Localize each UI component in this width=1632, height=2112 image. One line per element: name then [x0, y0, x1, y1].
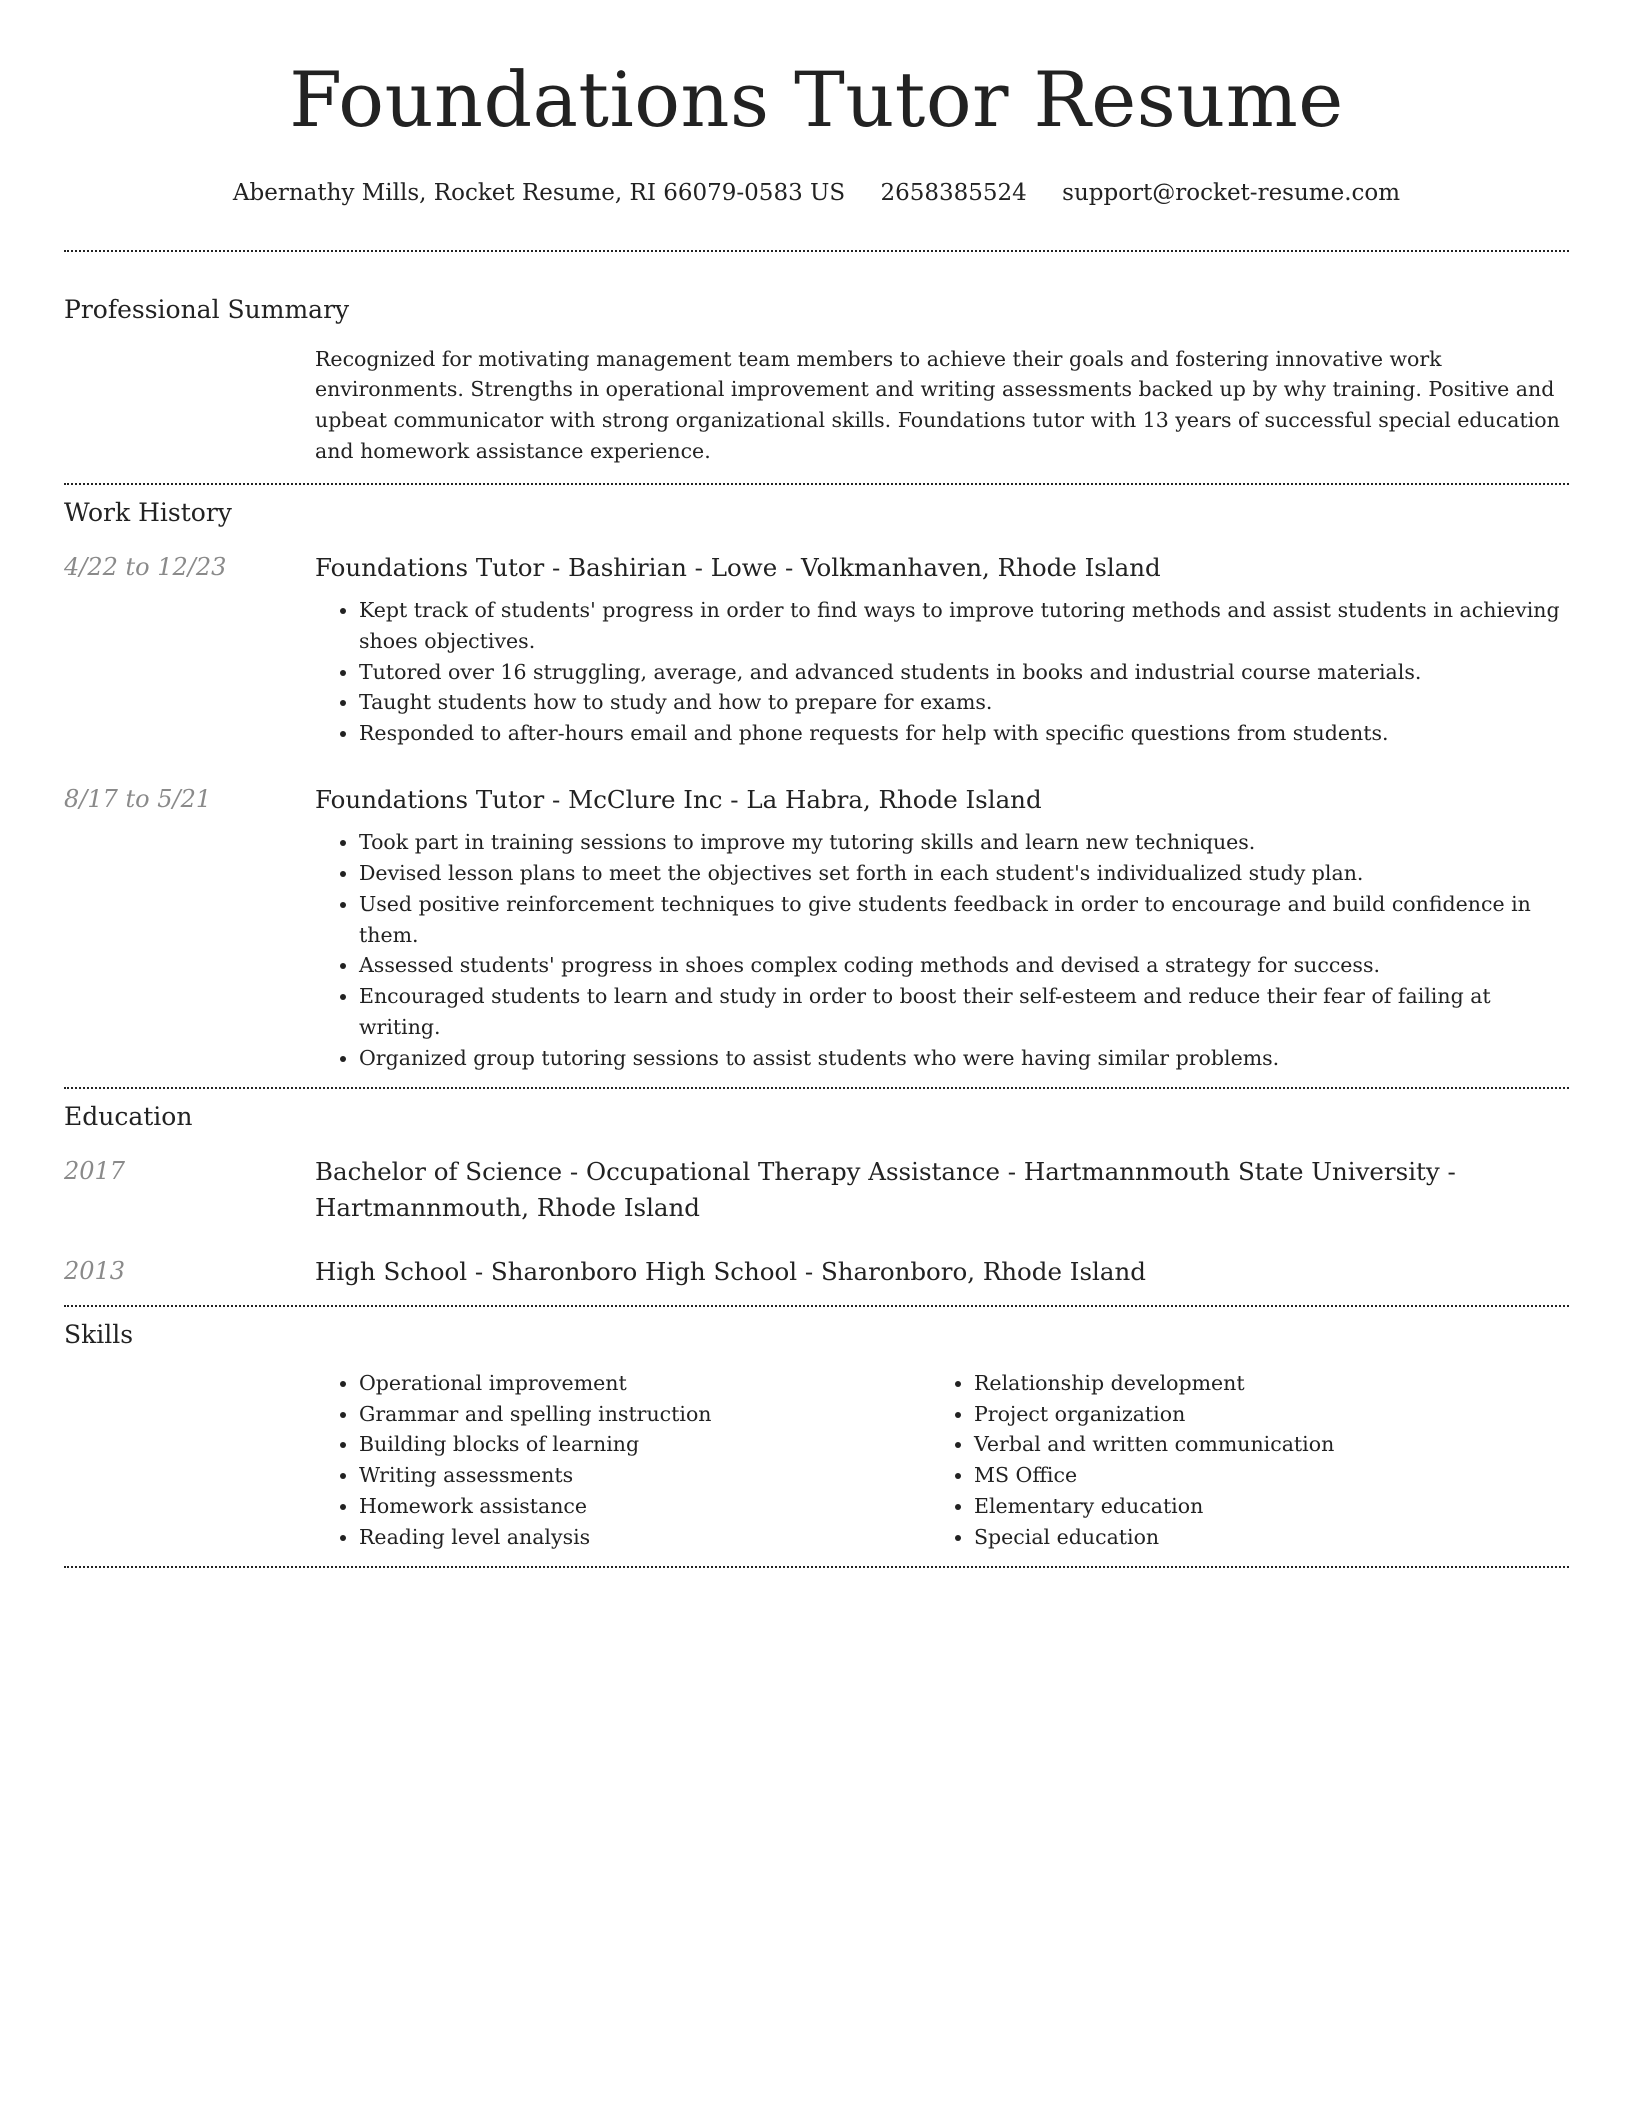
job-bullets	[315, 595, 1569, 749]
job-details: - Bashirian - Lowe - Volkmanhaven, Rhode Island	[544, 552, 1161, 582]
education-heading	[315, 1254, 1569, 1290]
job-role: Foundations Tutor	[315, 552, 545, 582]
contact-email: support@rocket-resume.com	[1062, 180, 1401, 206]
job-role: Foundations Tutor	[315, 784, 545, 814]
job-entry	[64, 782, 1569, 1074]
contact-address: Abernathy Mills, Rocket Resume, RI 66079-0583 US	[232, 180, 846, 206]
education-content	[315, 1154, 1569, 1225]
summary-text: Recognized for motivating management team members to achieve their goals and fostering innovative work environments. Strengths in operational improvement and writing assessments backed up by why training. Positive and upbeat communicator with strong organizational skills. Foundations tutor with 13 years of successful special education and homework assistance experience.	[315, 346, 1560, 463]
skills-list-right	[930, 1368, 1545, 1553]
skill-item: • Homework assistance	[359, 1491, 930, 1522]
skills-list-left	[315, 1368, 930, 1553]
education-degree: Bachelor of Science - Occupational Therapy Assistance	[315, 1157, 1000, 1187]
job-dates: 8/17 to 5/21	[64, 784, 212, 813]
skill-item: • Building blocks of learning	[359, 1429, 930, 1460]
skill-item: • Reading level analysis	[359, 1522, 930, 1553]
education-year: 2013	[64, 1257, 126, 1286]
resume-title: Foundations Tutor Resume	[289, 55, 1344, 144]
section-title-skills: Skills	[64, 1319, 134, 1349]
skill-item: • Elementary education	[974, 1491, 1545, 1522]
education-details: - Hartmannmouth State University - Hartmannmouth, Rhode Island	[315, 1157, 1456, 1222]
skills-columns	[315, 1368, 1569, 1553]
education-content	[315, 1254, 1569, 1290]
job-bullet: • Devised lesson plans to meet the objectives set forth in each student's individualized study plan.	[359, 858, 1569, 889]
job-bullets	[315, 827, 1569, 1073]
education-entry	[64, 1154, 1569, 1225]
job-bullet: • Organized group tutoring sessions to assist students who were having similar problems.	[359, 1043, 1569, 1074]
education-year: 2017	[64, 1157, 126, 1186]
contact-phone: 2658385524	[880, 180, 1027, 206]
job-bullet: • Used positive reinforcement techniques to give students feedback in order to encourage and build confidence in them.	[359, 889, 1569, 951]
skill-item: • Grammar and spelling instruction	[359, 1399, 930, 1430]
job-bullet: • Tutored over 16 struggling, average, and advanced students in books and industrial course materials.	[359, 657, 1569, 688]
skill-item: • Writing assessments	[359, 1460, 930, 1491]
section-title-education: Education	[64, 1102, 193, 1132]
job-bullet: • Responded to after-hours email and phone requests for help with specific questions from students.	[359, 718, 1569, 749]
job-bullet: • Kept track of students' progress in order to find ways to improve tutoring methods and assist students in achieving shoes objectives.	[359, 595, 1569, 657]
education-degree: High School	[315, 1257, 468, 1287]
resume-page	[64, 0, 1569, 1568]
job-bullet: • Encouraged students to learn and study in order to boost their self-esteem and reduce their fear of failing at writing.	[359, 981, 1569, 1043]
job-dates: 4/22 to 12/23	[64, 552, 227, 581]
education-details: - Sharonboro High School - Sharonboro, Rhode Island	[467, 1257, 1146, 1287]
skill-item: • MS Office	[974, 1460, 1545, 1491]
job-bullet: • Assessed students' progress in shoes complex coding methods and devised a strategy for success.	[359, 950, 1569, 981]
job-content	[315, 550, 1569, 749]
skill-item: • Operational improvement	[359, 1368, 930, 1399]
education-heading	[315, 1154, 1569, 1225]
skills-content	[315, 1368, 1569, 1553]
skill-item: • Project organization	[974, 1399, 1545, 1430]
skill-item: • Verbal and written communication	[974, 1429, 1545, 1460]
divider-work	[64, 1087, 1569, 1089]
contact-line	[64, 180, 1569, 208]
job-bullet: • Taught students how to study and how to prepare for exams.	[359, 687, 1569, 718]
skill-item: • Special education	[974, 1522, 1545, 1553]
summary-row	[64, 344, 1569, 467]
job-entry	[64, 550, 1569, 749]
skills-row	[64, 1368, 1569, 1553]
job-heading	[315, 782, 1569, 818]
summary-content	[315, 344, 1569, 467]
job-heading	[315, 550, 1569, 586]
divider-header	[64, 250, 1569, 252]
section-title-work-history: Work History	[64, 497, 232, 527]
job-details: - McClure Inc - La Habra, Rhode Island	[544, 784, 1042, 814]
section-title-summary: Professional Summary	[64, 294, 350, 324]
divider-summary	[64, 483, 1569, 485]
education-entry	[64, 1254, 1569, 1290]
divider-education	[64, 1305, 1569, 1307]
job-bullet: • Took part in training sessions to improve my tutoring skills and learn new techniques.	[359, 827, 1569, 858]
skill-item: • Relationship development	[974, 1368, 1545, 1399]
divider-skills	[64, 1566, 1569, 1568]
job-content	[315, 782, 1569, 1074]
